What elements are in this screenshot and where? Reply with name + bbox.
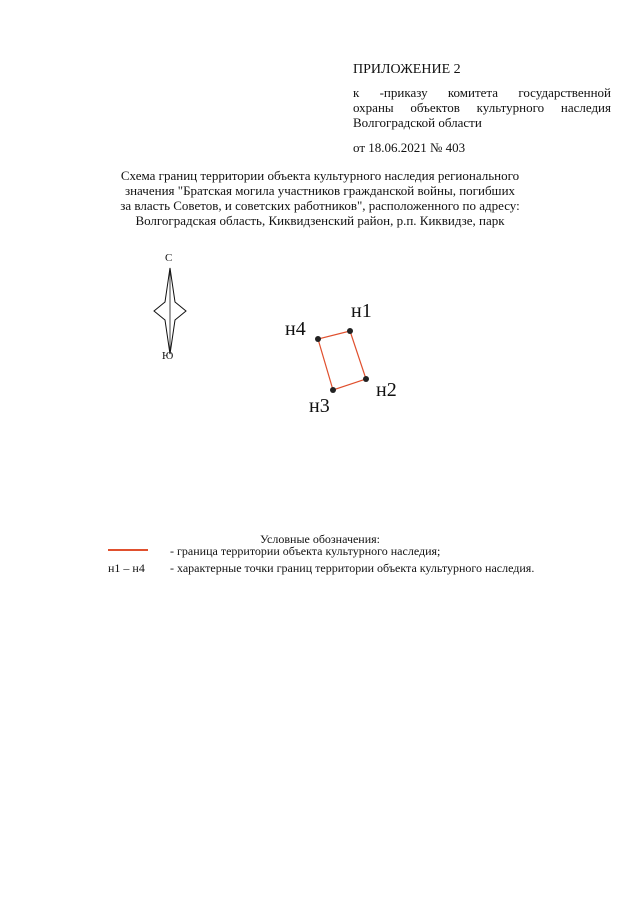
compass-south-label: Ю [162, 350, 174, 362]
boundary-point-n2 [363, 376, 369, 382]
point-label-n4: н4 [285, 318, 306, 340]
boundary-line [318, 331, 366, 390]
scheme-title [60, 168, 580, 228]
legend-points-description: - характерные точки границ территории объекта культурного наследия. [170, 561, 535, 575]
order-reference [353, 85, 611, 130]
point-label-n2: н2 [376, 379, 397, 401]
legend-title: Условные обозначения: [259, 532, 381, 546]
legend-boundary-description: - граница территории объекта культурного наследия; [170, 544, 441, 558]
scheme-title-line: за власть Советов, и советских работников", расположенного по адресу: [120, 198, 520, 213]
order-line: Волгоградской области [353, 115, 482, 130]
boundary-point-n3 [330, 387, 336, 393]
point-label-n3: н3 [309, 395, 330, 417]
order-line: к -приказу комитета государственной [353, 85, 611, 100]
legend-points-symbol: н1 – н4 [108, 561, 145, 575]
order-date: от 18.06.2021 № 403 [353, 140, 466, 155]
point-label-n1: н1 [351, 300, 372, 322]
scheme-title-line: Волгоградская область, Киквидзенский район, р.п. Киквидзе, парк [135, 213, 505, 228]
order-line: охраны объектов культурного наследия [353, 100, 611, 115]
boundary-point-n1 [347, 328, 353, 334]
scheme-title-line: значения "Братская могила участников гражданской войны, погибших [124, 183, 516, 198]
appendix-title: ПРИЛОЖЕНИЕ 2 [353, 62, 461, 77]
scheme-title-line: Схема границ территории объекта культурного наследия регионального [120, 168, 520, 183]
compass-north-label: С [165, 252, 173, 264]
legend-boundary-line [108, 549, 148, 551]
boundary-point-n4 [315, 336, 321, 342]
